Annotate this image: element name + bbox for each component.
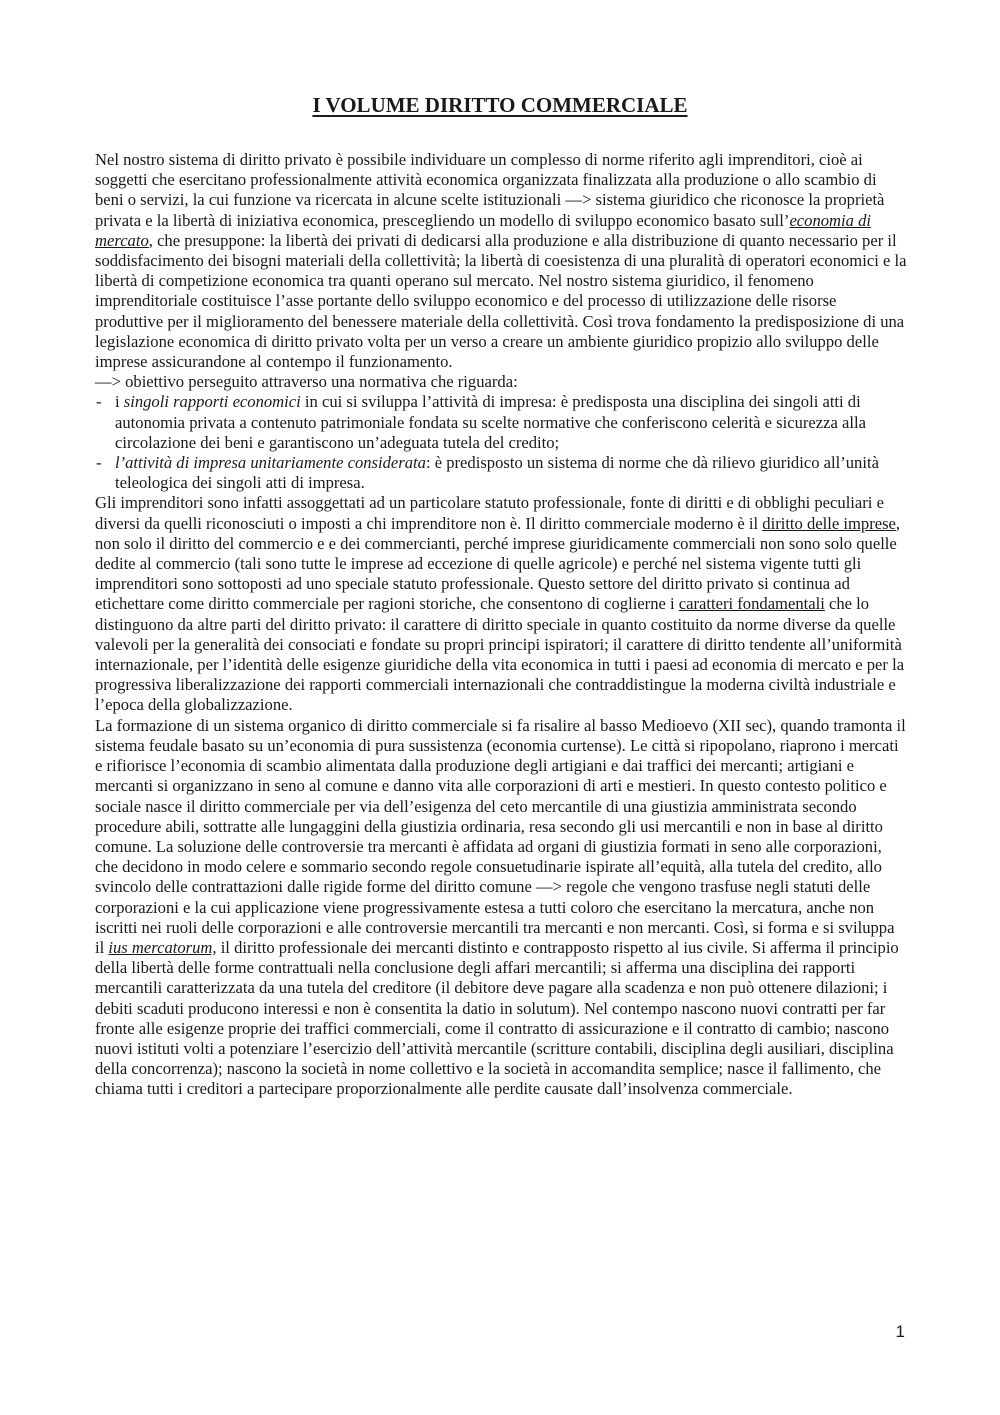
list-item-text: i	[115, 392, 124, 412]
paragraph-text: , che presuppone: la libertà dei privati di dedicarsi alla produzione e alla distribuzione di quanto necessario per il soddisfacimento dei bisogni materiali della collettività; la libertà di coesistenza di una pluralità di operatori economici e la libertà di competizione economica tra quanti operano sul mercato. Nel nostro sistema giuridico, il fenomeno imprenditoriale costituisce l’asse portante dello sviluppo economico e del processo di utilizzazione delle risorse produttive per il miglioramento del benessere materiale della collettività. Così trova fondamento la predisposizione di una legislazione economica di diritto privato volta per un verso a creare un ambiente giuridico propizio allo sviluppo delle imprese assicurandone al contempo il funzionamento.	[95, 230, 907, 372]
list-item	[95, 392, 907, 453]
paragraph-text: che lo distinguono da altre parti del diritto privato: il carattere di diritto speciale in quanto costituito da norme diverse da quelle valevoli per la generalità dei consociati e fondate su propri principi ispiratori; il carattere di diritto tendente all’uniformità internazionale, per l’identità delle esigenze giuridiche della vita economica in tutti i paesi ad economia di mercato e per la progressiva liberalizzazione dei rapporti commerciali internazionali che contraddistingue la moderna civiltà industriale e l’epoca della globalizzazione.	[95, 594, 905, 715]
paragraph-text: il diritto professionale dei mercanti distinto e contrapposto rispetto al ius civile. Si afferma il principio della libertà delle forme contrattuali nella conclusione degli affari mercantili; si afferma una disciplina dei rapporti mercantili caratterizzata da una tutela del creditore (il debitore deve pagare alla scadenza e non può ottenere dilazioni; i debiti scaduti producono interessi e non è consentita la datio in solutum). Nel contempo nascono nuovi contratti per far fronte alle esigenze proprie dei traffici commerciali, come il contratto di assicurazione e il contratto di cambio; nascono nuovi istituti volti a potenziare l’esercizio dell’attività mercantile (scritture contabili, disciplina degli ausiliari, disciplina della concorrenza); nascono la società in nome collettivo e la società in accomandita semplice; nasce il fallimento, che chiama tutti i creditori a partecipare proporzionalmente alle perdite causate dall’insolvenza commerciale.	[95, 937, 899, 1099]
list-item-text: : è predisposto un sistema di norme che dà rilievo giuridico all’unità teleologica dei singoli atti di impresa.	[115, 453, 879, 493]
paragraph-storia	[95, 716, 907, 1100]
list-item	[95, 453, 907, 493]
page-number: 1	[895, 1322, 905, 1341]
paragraph-intro	[95, 150, 907, 372]
paragraph-text: Gli imprenditori sono infatti assoggettati ad un particolare statuto professionale, fonte di diritti e di obblighi peculiari e diversi da quelli riconosciuti o imposti a chi imprenditore non è. Il diritto commerciale moderno è il	[95, 493, 884, 533]
paragraph-text: La formazione di un sistema organico di diritto commerciale si fa risalire al basso Medioevo (XII sec), quando tramonta il sistema feudale basato su un’economia di pura sussistenza (economia curtense). Le città si ripopolano, riaprono i mercati e rifiorisce l’economia di scambio alimentata dalla produzione degli artigiani e dai traffici dei mercanti; artigiani e mercanti si organizzano in seno al comune e danno vita alle corporazioni di arti e mestieri. In questo contesto politico e sociale nasce il diritto commerciale per via dell’esigenza del ceto mercantile di una giustizia amministrata secondo procedure abili, sottratte alle lungaggini della giustizia ordinaria, resa secondo gli usi mercantili e non in base al diritto comune. La soluzione delle controversie tra mercanti è affidata ad organi di giustizia formati in seno alle corporazioni, che decidono in modo celere e sommario secondo regole consuetudinarie ispirate all’equità, alla tutela del credito, allo svincolo delle contrattazioni dalle rigide forme del diritto comune —> regole che vengono trasfuse negli statuti delle corporazioni e la cui applicazione viene progressivamente estesa a tutti coloro che esercitano la mercatura, anche non iscritti nei ruoli delle corporazioni e alle controversie mercantili tra mercanti e non mercanti. Così, si forma e si sviluppa il	[95, 715, 906, 957]
term-economia-di-mercato: economia di mercato	[95, 210, 872, 250]
objective-line: —> obiettivo perseguito attraverso una normativa che riguarda:	[95, 372, 518, 392]
list-item-emphasis: singoli rapporti economici	[123, 392, 301, 412]
paragraph-text: Nel nostro sistema di diritto privato è possibile individuare un complesso di norme riferito agli imprenditori, cioè ai soggetti che esercitano professionalmente attività economica organizzata finalizzata alla produzione o allo scambio di beni o servizi, la cui funzione va ricercata in alcune scelte istituzionali —> sistema giuridico che riconosce la proprietà privata e la libertà di iniziativa economica, prescegliendo un modello di sviluppo economico basato sull’	[95, 150, 885, 230]
list-item-emphasis: l’attività di impresa unitariamente considerata	[115, 453, 426, 473]
document-body	[95, 150, 907, 1100]
paragraph-imprenditori	[95, 493, 907, 715]
objective-list	[95, 392, 907, 493]
page-title: I VOLUME DIRITTO COMMERCIALE	[312, 93, 688, 117]
term-ius-mercatorum: ius mercatorum,	[108, 937, 217, 957]
list-item-text: in cui si sviluppa l’attività di impresa: è predisposta una disciplina dei singoli atti di autonomia privata a contenuto patrimoniale fondata su scelte normative che conferiscono celerità e sicurezza alla circolazione dei beni e garantiscono un’adeguata tutela del credito;	[115, 392, 866, 452]
paragraph-text: , non solo il diritto del commercio e e dei commercianti, perché imprese giuridicamente commerciali non sono solo quelle dedite al commercio (tali sono tutte le imprese ad eccezione di quelle agricole) e perché nel sistema vigente tutti gli imprenditori sono sottoposti ad uno speciale statuto professionale. Questo settore del diritto privato si continua ad etichettare come diritto commerciale per ragioni storiche, che consentono di coglierne i	[95, 513, 901, 614]
term-caratteri-fondamentali: caratteri fondamentali	[678, 594, 825, 614]
term-diritto-delle-imprese: diritto delle imprese	[762, 513, 896, 533]
